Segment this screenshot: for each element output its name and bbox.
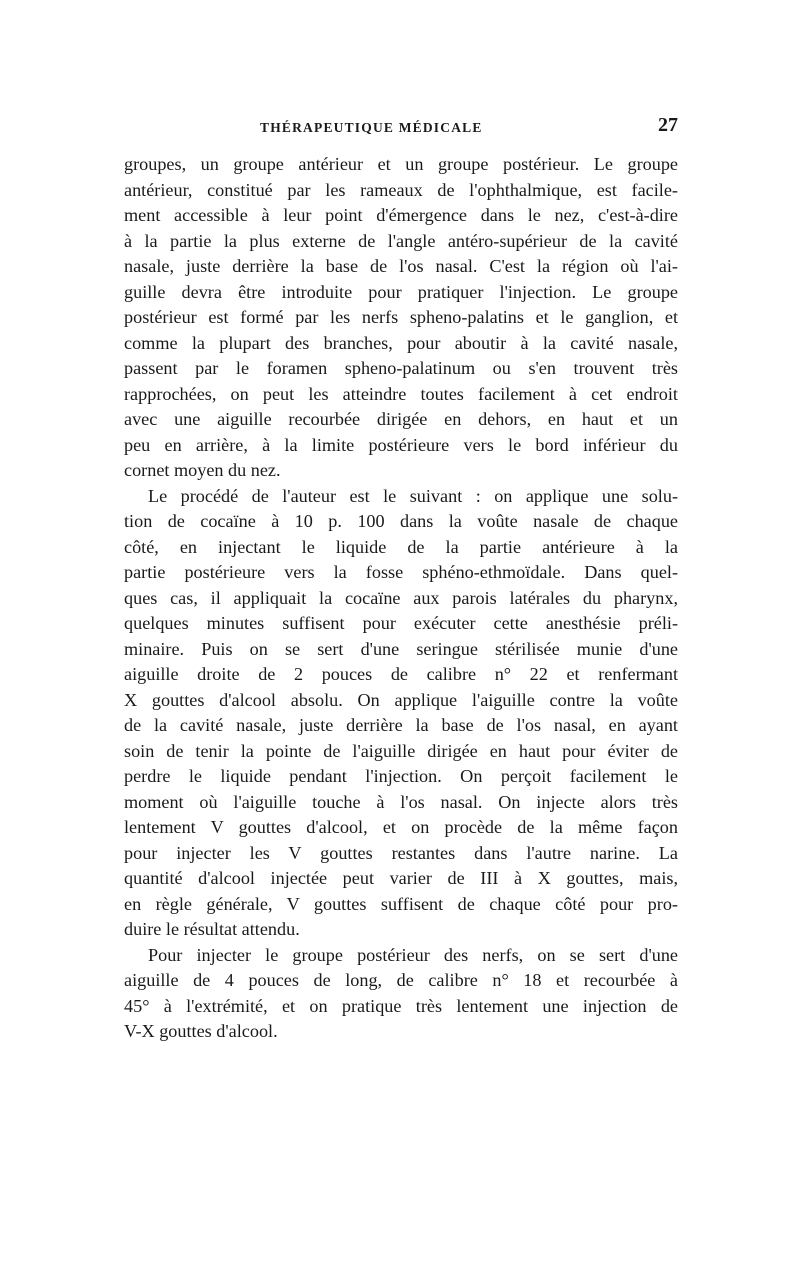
text-line: duire le résultat attendu. bbox=[124, 919, 300, 939]
text-line: quantité d'alcool injectée peut varier de III à X gouttes, mais, bbox=[124, 868, 678, 888]
text-line: ment accessible à leur point d'émergence dans le nez, c'est-à-dire bbox=[124, 205, 678, 225]
text-line: Le procédé de l'auteur est le suivant : on applique une solu- bbox=[148, 485, 678, 506]
text-line: aiguille de 4 pouces de long, de calibre n° 18 et recourbée à bbox=[124, 970, 678, 990]
text-line: aiguille droite de 2 pouces de calibre n° 22 et renfermant bbox=[124, 664, 678, 684]
text-line: tion de cocaïne à 10 p. 100 dans la voûte nasale de chaque bbox=[124, 511, 678, 531]
running-head bbox=[130, 114, 678, 142]
text-line: perdre le liquide pendant l'injection. On perçoit facilement le bbox=[124, 766, 678, 786]
text-line: comme la plupart des branches, pour aboutir à la cavité nasale, bbox=[124, 332, 678, 353]
text-line: nasale, juste derrière la base de l'os nasal. C'est la région où l'ai- bbox=[124, 256, 678, 276]
paragraph bbox=[124, 484, 678, 943]
body-text bbox=[124, 152, 678, 1045]
text-line: X gouttes d'alcool absolu. On applique l'aiguille contre la voûte bbox=[124, 689, 678, 710]
text-line: lentement V gouttes d'alcool, et on procède de la même façon bbox=[124, 817, 678, 837]
text-line: peu en arrière, à la limite postérieure vers le bord inférieur du bbox=[124, 434, 678, 455]
text-line: quelques minutes suffisent pour exécuter cette anesthésie préli- bbox=[124, 613, 678, 633]
text-line: pour injecter les V gouttes restantes dans l'autre narine. La bbox=[124, 842, 678, 863]
text-line: de la cavité nasale, juste derrière la base de l'os nasal, en ayant bbox=[124, 715, 678, 735]
text-line: cornet moyen du nez. bbox=[124, 460, 281, 480]
text-line: ques cas, il appliquait la cocaïne aux parois latérales du pharynx, bbox=[124, 587, 678, 608]
text-line: minaire. Puis on se sert d'une seringue stérilisée munie d'une bbox=[124, 638, 678, 659]
paragraph bbox=[124, 943, 678, 1045]
running-title: THÉRAPEUTIQUE MÉDICALE bbox=[260, 120, 483, 135]
page-number: 27 bbox=[658, 114, 678, 136]
text-line: 45° à l'extrémité, et on pratique très lentement une injection de bbox=[124, 995, 678, 1016]
text-line: partie postérieure vers la fosse sphéno-ethmoïdale. Dans quel- bbox=[124, 562, 678, 582]
text-line: postérieur est formé par les nerfs spheno-palatins et le ganglion, et bbox=[124, 307, 678, 327]
text-line: rapprochées, on peut les atteindre toutes facilement à cet endroit bbox=[124, 383, 678, 404]
text-line: en règle générale, V gouttes suffisent de chaque côté pour pro- bbox=[124, 893, 678, 914]
text-line: guille devra être introduite pour pratiquer l'injection. Le groupe bbox=[124, 281, 678, 302]
text-line: groupes, un groupe antérieur et un groupe postérieur. Le groupe bbox=[124, 154, 678, 174]
text-line: soin de tenir la pointe de l'aiguille dirigée en haut pour éviter de bbox=[124, 740, 678, 761]
text-line: Pour injecter le groupe postérieur des nerfs, on se sert d'une bbox=[148, 944, 678, 965]
text-line: antérieur, constitué par les rameaux de l'ophthalmique, est facile- bbox=[124, 179, 678, 200]
text-line: à la partie la plus externe de l'angle antéro-supérieur de la cavité bbox=[124, 230, 678, 251]
paragraph bbox=[124, 152, 678, 484]
text-line: avec une aiguille recourbée dirigée en dehors, en haut et un bbox=[124, 409, 678, 429]
text-line: côté, en injectant le liquide de la partie antérieure à la bbox=[124, 536, 678, 557]
text-line: moment où l'aiguille touche à l'os nasal. On injecte alors très bbox=[124, 791, 678, 812]
text-line: V-X gouttes d'alcool. bbox=[124, 1021, 278, 1041]
text-line: passent par le foramen spheno-palatinum ou s'en trouvent très bbox=[124, 358, 678, 378]
